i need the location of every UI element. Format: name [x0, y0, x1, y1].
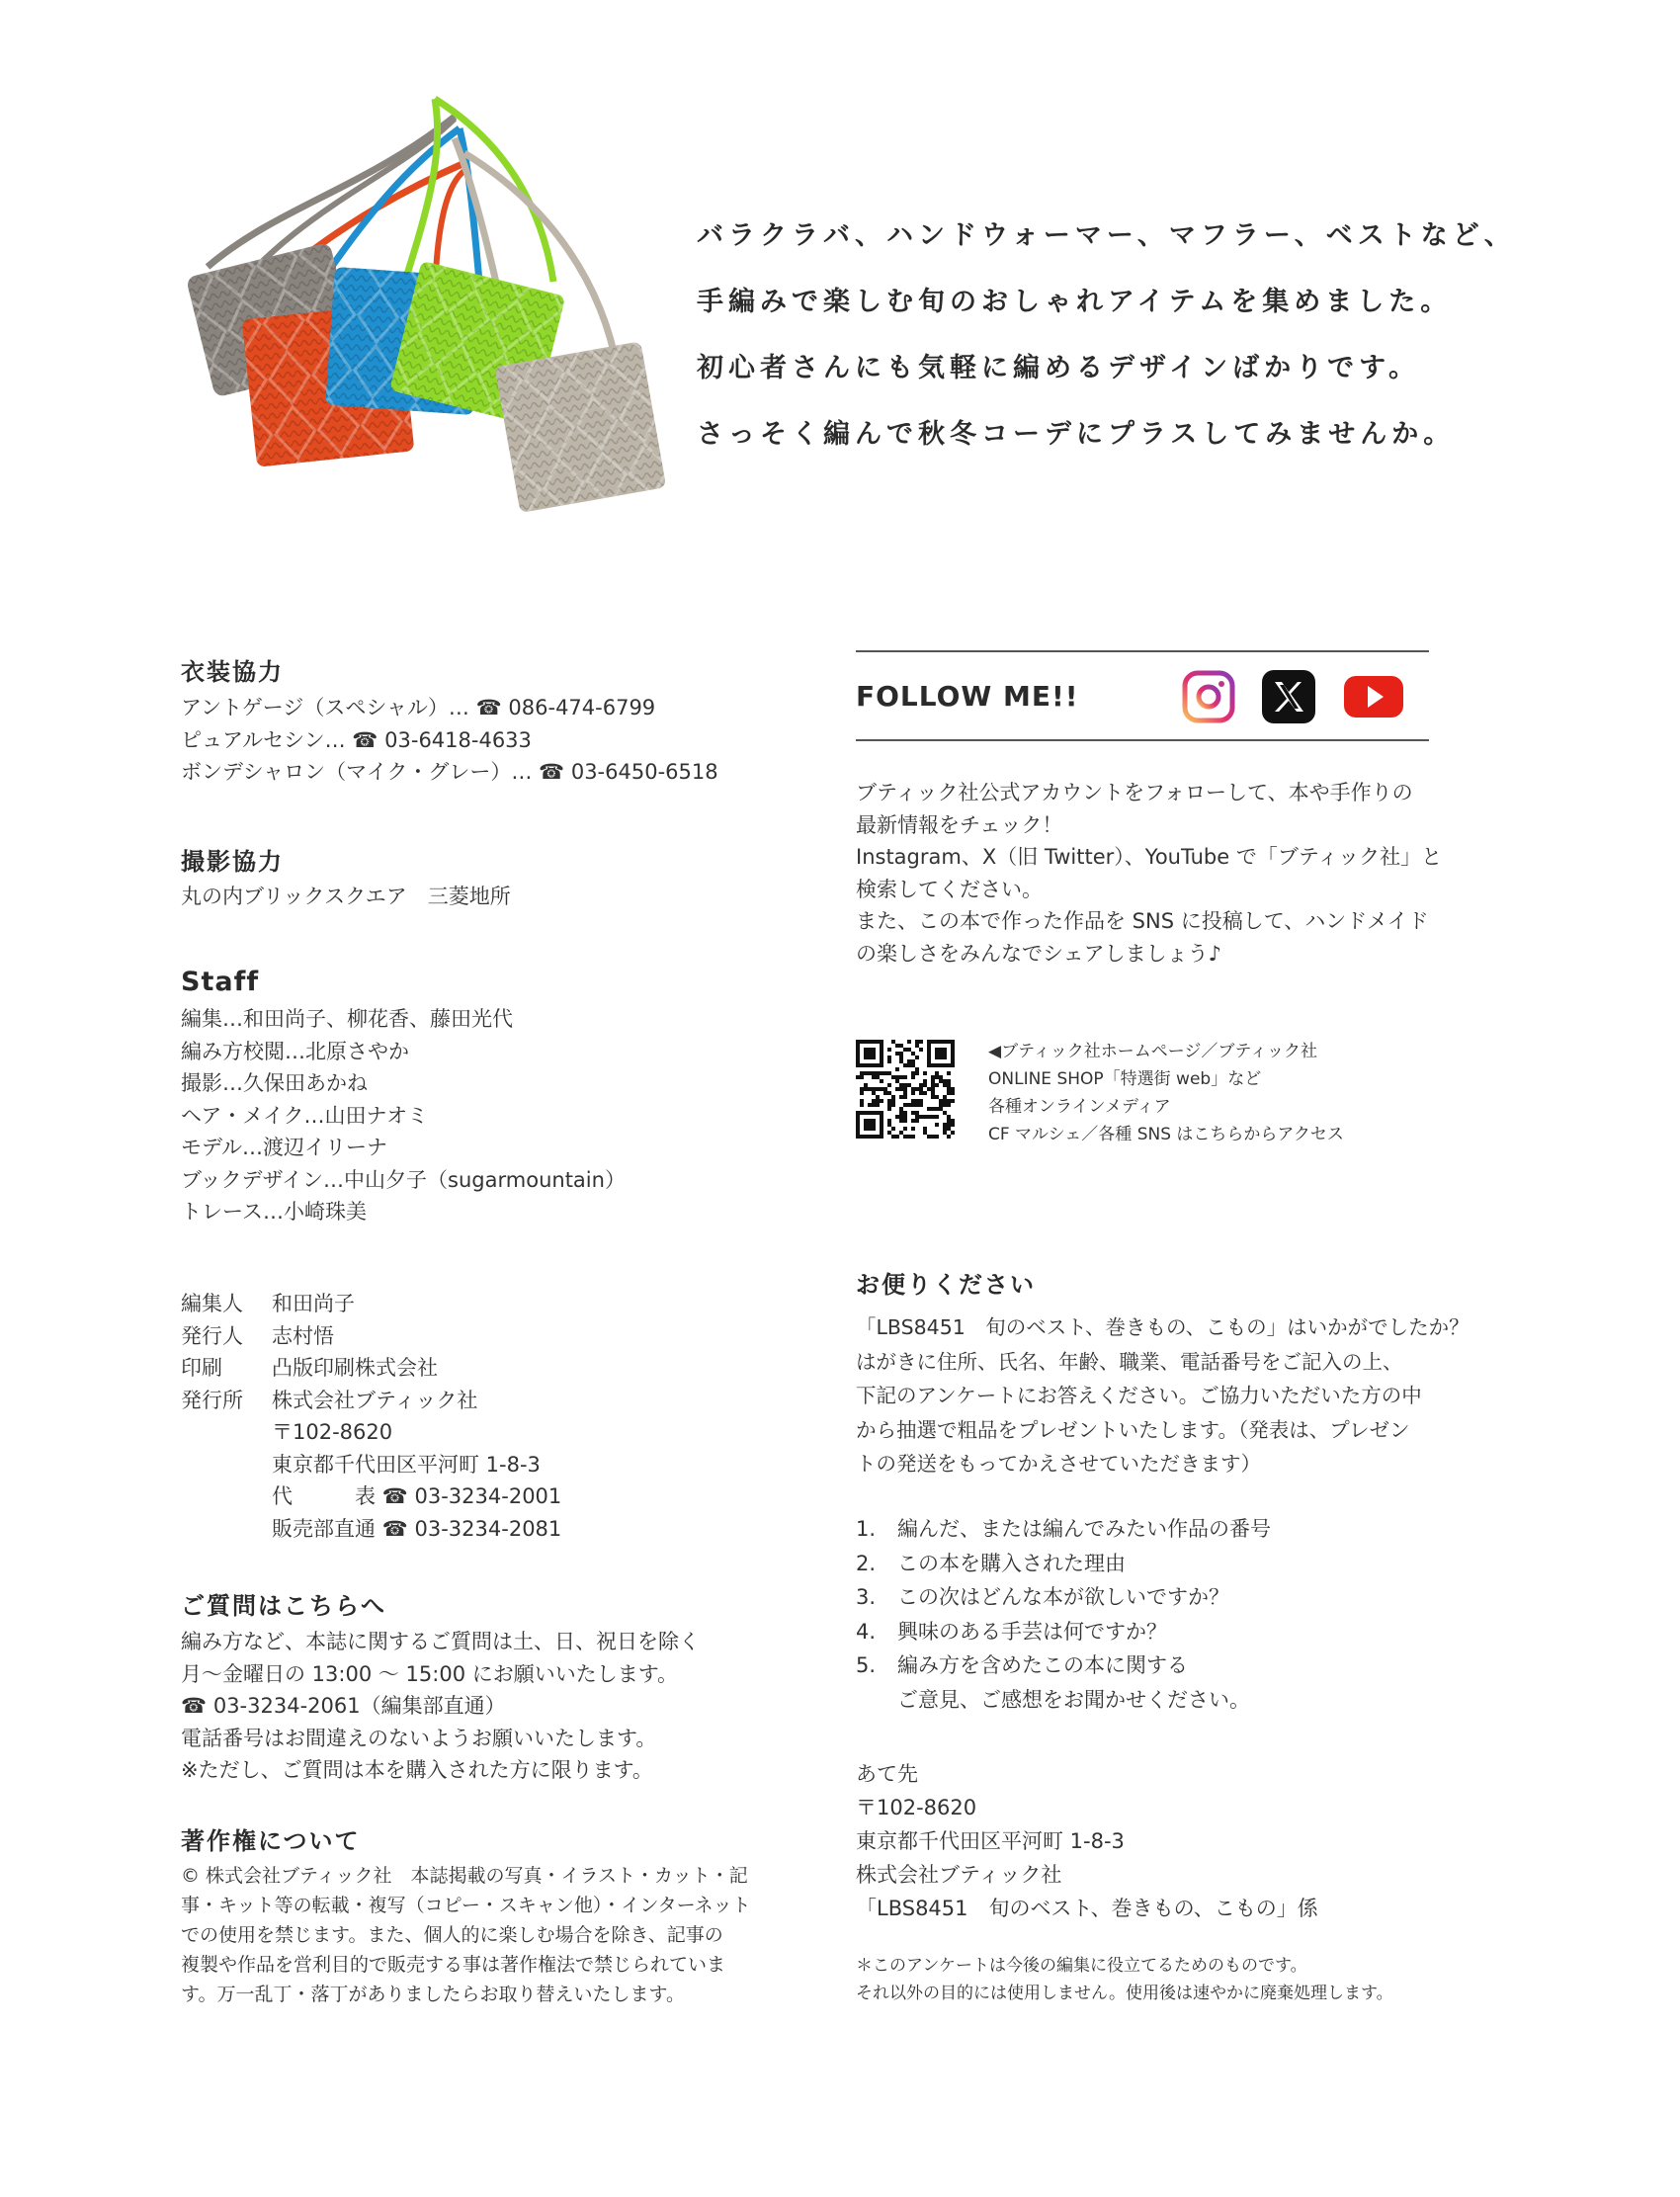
staff-item: ヘア・メイク…山田ナオミ [181, 1103, 429, 1128]
publication-address: 東京都千代田区平河町 1-8-3 [272, 1452, 541, 1477]
survey-note: ＊このアンケートは今後の編集に役立てるためのものです。 [856, 1956, 1307, 1976]
publication-row [181, 1288, 561, 1320]
publication-phone: 代 表 ☎ 03-3234-2001 [272, 1484, 562, 1508]
staff-item: 撮影…久保田あかね [181, 1071, 368, 1095]
costume-item: ボンデシャロン（マイク・グレー）… ☎ 03-6450-6518 [181, 760, 718, 784]
survey-notes [856, 1952, 1393, 2007]
letters-heading: お便りください [856, 1271, 1036, 1299]
staff-item: モデル…渡辺イリーナ [181, 1136, 387, 1159]
publication-row [181, 1320, 561, 1353]
copyright-text [181, 1861, 751, 2009]
questions-line: 月～金曜日の 13:00 ～ 15:00 にお願いいたします。 [181, 1661, 679, 1686]
photo-coop-text: 丸の内ブリックスクエア 三菱地所 [181, 885, 511, 908]
follow-line: また、この本で作った作品を SNS に投稿して、ハンドメイド [856, 909, 1429, 933]
address-line: 東京都千代田区平河町 1-8-3 [856, 1829, 1125, 1853]
intro-line: バラクラバ、ハンドウォーマー、マフラー、ベストなど、 [697, 220, 1516, 251]
address-line: 株式会社ブティック社 [856, 1863, 1062, 1887]
copyright-line: 事・キット等の転載・複写（コピー・スキャン他）・インターネット [181, 1895, 751, 1916]
publication-row [181, 1385, 561, 1417]
youtube-icon[interactable] [1342, 670, 1405, 723]
publication-value: 株式会社ブティック社 [272, 1388, 478, 1412]
qr-caption-line: ONLINE SHOP「特選街 web」など [988, 1069, 1262, 1089]
qr-caption-line: CF マルシェ／各種 SNS はこちらからアクセス [988, 1125, 1344, 1144]
publication-info [181, 1288, 561, 1545]
publication-label: 発行所 [181, 1388, 243, 1412]
follow-top-rule [856, 650, 1429, 652]
qr-caption-line: ◀ブティック社ホームページ／ブティック社 [988, 1042, 1318, 1061]
survey-question-text: 編んだ、または編んでみたい作品の番号 [897, 1517, 1271, 1541]
intro-line: 初心者さんにも気軽に編めるデザインばかりです。 [697, 353, 1420, 383]
questions-line: 電話番号はお間違えのないようお願いいたします。 [181, 1726, 657, 1750]
questions-phone: ☎ 03-3234-2061（編集部直通） [181, 1694, 506, 1718]
copyright-line: 複製や作品を営利目的で販売する事は著作権法で禁じられていま [181, 1954, 726, 1976]
staff-heading: Staff [181, 967, 260, 997]
publication-address: 〒102-8620 [272, 1420, 393, 1444]
publication-value: 志村悟 [272, 1323, 334, 1348]
questions-text [181, 1626, 700, 1787]
costume-list [181, 692, 718, 789]
survey-questions [856, 1512, 1271, 1717]
copyright-heading: 著作権について [181, 1827, 361, 1855]
address-line: 〒102-8620 [856, 1796, 977, 1819]
survey-question [856, 1648, 1271, 1683]
follow-title: FOLLOW ME!! [856, 680, 1079, 713]
survey-question-text: この次はどんな本が欲しいですか？ [897, 1585, 1229, 1609]
mailing-address [856, 1757, 1318, 1925]
follow-line: Instagram、X（旧 Twitter）、YouTube で「ブティック社」と [856, 845, 1443, 869]
address-label: あて先 [856, 1762, 918, 1786]
publication-label: 発行人 [181, 1323, 243, 1348]
letters-line: 下記のアンケートにお答えください。ご協力いただいた方の中 [856, 1384, 1422, 1407]
intro-line: さっそく編んで秋冬コーデにプラスしてみませんか。 [697, 419, 1456, 450]
survey-question [856, 1547, 1271, 1581]
staff-item: 編み方校閲…北原さやか [181, 1039, 409, 1063]
survey-question-text: ご意見、ご感想をお聞かせください。 [897, 1687, 1250, 1712]
intro-text [697, 203, 1516, 467]
costume-heading: 衣装協力 [181, 658, 284, 686]
qr-caption-line: 各種オンラインメディア [988, 1097, 1171, 1117]
survey-question-number: 3. [856, 1585, 877, 1609]
publication-label: 印刷 [181, 1356, 222, 1380]
letters-line: 「LBS8451 旬のベスト、巻きもの、こもの」はいかがでしたか？ [856, 1315, 1470, 1339]
follow-line: の楽しさをみんなでシェアしましょう♪ [856, 941, 1221, 966]
intro-line: 手編みで楽しむ旬のおしゃれアイテムを集めました。 [697, 287, 1453, 317]
survey-question-number: 2. [856, 1551, 877, 1575]
letters-text [856, 1310, 1470, 1481]
questions-line: 編み方など、本誌に関するご質問は土、日、祝日を除く [181, 1630, 700, 1653]
publication-row [181, 1352, 561, 1385]
follow-line: 検索してください。 [856, 877, 1043, 901]
publication-label: 編集人 [181, 1292, 243, 1315]
publication-value: 凸版印刷株式会社 [272, 1356, 438, 1380]
follow-text [856, 777, 1442, 970]
letters-line: から抽選で粗品をプレゼントいたします。（発表は、プレゼン [856, 1417, 1410, 1442]
survey-question [856, 1580, 1271, 1615]
questions-line: ※ただし、ご質問は本を購入された方に限ります。 [181, 1758, 653, 1782]
qr-caption [988, 1038, 1344, 1148]
survey-question [856, 1615, 1271, 1649]
staff-item: ブックデザイン…中山夕子（sugarmountain） [181, 1167, 626, 1192]
survey-question-number: 4. [856, 1619, 877, 1644]
photo-coop-heading: 撮影協力 [181, 848, 284, 876]
follow-line: ブティック社公式アカウントをフォローして、本や手作りの [856, 781, 1413, 804]
staff-item: 編集…和田尚子、柳花香、藤田光代 [181, 1007, 513, 1031]
beige-bag [494, 341, 666, 513]
follow-bottom-rule [856, 739, 1429, 741]
costume-item: ピュアルセシン… ☎ 03-6418-4633 [181, 727, 532, 752]
survey-question [856, 1512, 1271, 1547]
survey-question-text: 興味のある手芸は何ですか？ [897, 1619, 1167, 1644]
survey-note: それ以外の目的には使用しません。使用後は速やかに廃棄処理します。 [856, 1984, 1393, 2003]
address-line: 「LBS8451 旬のベスト、巻きもの、こもの」係 [856, 1897, 1318, 1920]
copyright-line: す。万一乱丁・落丁がありましたらお取り替えいたします。 [181, 1984, 685, 2005]
survey-question-number: 5. [856, 1653, 877, 1677]
letters-line: はがきに住所、氏名、年齢、職業、電話番号をご記入の上、 [856, 1349, 1403, 1374]
knitted-bags-photo [138, 69, 692, 534]
costume-item: アントゲージ（スペシャル）… ☎ 086-474-6799 [181, 696, 656, 719]
letters-line: トの発送をもってかえさせていただきます） [856, 1452, 1261, 1476]
copyright-line: での使用を禁じます。また、個人的に楽しむ場合を除き、記事の [181, 1924, 723, 1946]
publication-phone: 販売部直通 ☎ 03-3234-2081 [272, 1516, 562, 1541]
questions-heading: ご質問はこちらへ [181, 1592, 386, 1620]
survey-question-text: この本を購入された理由 [897, 1551, 1126, 1575]
staff-list [181, 1003, 626, 1228]
qr-code[interactable] [856, 1040, 955, 1139]
follow-line: 最新情報をチェック！ [856, 812, 1063, 837]
x-icon[interactable] [1262, 670, 1315, 723]
copyright-line: © 株式会社ブティック社 本誌掲載の写真・イラスト・カット・記 [181, 1865, 748, 1887]
survey-question-continued [856, 1683, 1271, 1718]
instagram-icon[interactable] [1182, 670, 1235, 723]
survey-question-text: 編み方を含めたこの本に関する [897, 1653, 1188, 1677]
publication-value: 和田尚子 [272, 1292, 355, 1315]
survey-question-number: 1. [856, 1517, 877, 1541]
staff-item: トレース…小崎珠美 [181, 1200, 367, 1224]
